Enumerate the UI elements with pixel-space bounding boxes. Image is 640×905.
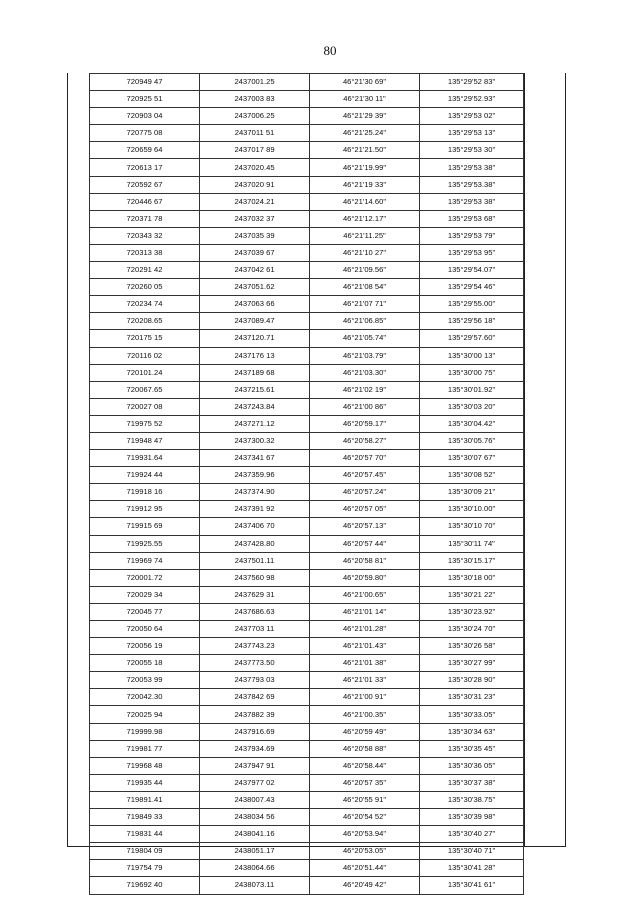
y-coordinate-cell: 2437017 89: [200, 142, 310, 159]
x-coordinate-cell: 719918 16: [90, 484, 200, 501]
table-row: [90, 586, 524, 603]
table-row: [90, 159, 524, 176]
table-row: [90, 296, 524, 313]
x-coordinate-cell: 719999.98: [90, 723, 200, 740]
x-coordinate-cell: 720101.24: [90, 364, 200, 381]
latitude-cell: 46°21'05.74": [310, 330, 420, 347]
x-coordinate-cell: 720042.30: [90, 689, 200, 706]
coordinates-table-body: [90, 74, 524, 895]
table-row: [90, 689, 524, 706]
table-row: [90, 415, 524, 432]
x-coordinate-cell: 720903 04: [90, 108, 200, 125]
latitude-cell: 46°20'55 91": [310, 791, 420, 808]
longitude-cell: 135°30'28 90": [420, 672, 524, 689]
longitude-cell: 135°30'33.05": [420, 706, 524, 723]
longitude-cell: 135°30'40 27": [420, 826, 524, 843]
x-coordinate-cell: 720116 02: [90, 347, 200, 364]
latitude-cell: 46°20'57 05": [310, 501, 420, 518]
latitude-cell: 46°20'57.13": [310, 518, 420, 535]
latitude-cell: 46°21'01 38": [310, 655, 420, 672]
latitude-cell: 46°20'51.44": [310, 860, 420, 877]
y-coordinate-cell: 2438073.11: [200, 877, 310, 894]
table-row: [90, 364, 524, 381]
longitude-cell: 135°29'52 83": [420, 74, 524, 91]
x-coordinate-cell: 720029 34: [90, 586, 200, 603]
y-coordinate-cell: 2437032 37: [200, 210, 310, 227]
longitude-cell: 135°30'07 67": [420, 450, 524, 467]
x-coordinate-cell: 719915 69: [90, 518, 200, 535]
longitude-cell: 135°30'35 45": [420, 740, 524, 757]
latitude-cell: 46°21'14.60": [310, 193, 420, 210]
x-coordinate-cell: 720175 15: [90, 330, 200, 347]
page-number: 80: [323, 43, 337, 58]
table-row: [90, 638, 524, 655]
longitude-cell: 135°29'53.38": [420, 176, 524, 193]
y-coordinate-cell: 2437051.62: [200, 279, 310, 296]
latitude-cell: 46°20'58.44": [310, 757, 420, 774]
table-row: [90, 826, 524, 843]
y-coordinate-cell: 2437063 66: [200, 296, 310, 313]
y-coordinate-cell: 2437243.84: [200, 398, 310, 415]
longitude-cell: 135°30'21 22": [420, 586, 524, 603]
y-coordinate-cell: 2437916.69: [200, 723, 310, 740]
x-coordinate-cell: 719754 79: [90, 860, 200, 877]
longitude-cell: 135°30'34 63": [420, 723, 524, 740]
x-coordinate-cell: 719969 74: [90, 552, 200, 569]
table-row: [90, 518, 524, 535]
table-row: [90, 809, 524, 826]
table-row: [90, 125, 524, 142]
latitude-cell: 46°20'54 52": [310, 809, 420, 826]
y-coordinate-cell: 2437947 91: [200, 757, 310, 774]
table-row: [90, 74, 524, 91]
table-row: [90, 347, 524, 364]
latitude-cell: 46°21'06.85": [310, 313, 420, 330]
y-coordinate-cell: 2438064.66: [200, 860, 310, 877]
y-coordinate-cell: 2437003 83: [200, 91, 310, 108]
x-coordinate-cell: 720949 47: [90, 74, 200, 91]
y-coordinate-cell: 2437341 67: [200, 450, 310, 467]
latitude-cell: 46°21'10 27": [310, 244, 420, 261]
y-coordinate-cell: 2437977 02: [200, 774, 310, 791]
y-coordinate-cell: 2437020.45: [200, 159, 310, 176]
latitude-cell: 46°21'09.56": [310, 262, 420, 279]
longitude-cell: 135°30'09 21": [420, 484, 524, 501]
y-coordinate-cell: 2437686.63: [200, 603, 310, 620]
x-coordinate-cell: 720045 77: [90, 603, 200, 620]
longitude-cell: 135°30'38.75": [420, 791, 524, 808]
x-coordinate-cell: 720659 64: [90, 142, 200, 159]
longitude-cell: 135°30'03 20": [420, 398, 524, 415]
longitude-cell: 135°30'37 38": [420, 774, 524, 791]
latitude-cell: 46°21'03.30": [310, 364, 420, 381]
table-row: [90, 210, 524, 227]
latitude-cell: 46°20'57 70": [310, 450, 420, 467]
longitude-cell: 135°30'00 75": [420, 364, 524, 381]
x-coordinate-cell: 720592 67: [90, 176, 200, 193]
x-coordinate-cell: 719981 77: [90, 740, 200, 757]
table-row: [90, 193, 524, 210]
longitude-cell: 135°30'23.92": [420, 603, 524, 620]
longitude-cell: 135°30'31 23": [420, 689, 524, 706]
latitude-cell: 46°20'57.24": [310, 484, 420, 501]
longitude-cell: 135°30'27 99": [420, 655, 524, 672]
table-row: [90, 535, 524, 552]
longitude-cell: 135°29'56 18": [420, 313, 524, 330]
x-coordinate-cell: 720343 32: [90, 227, 200, 244]
y-coordinate-cell: 2437934.69: [200, 740, 310, 757]
latitude-cell: 46°21'07 71": [310, 296, 420, 313]
y-coordinate-cell: 2437428.80: [200, 535, 310, 552]
y-coordinate-cell: 2437089.47: [200, 313, 310, 330]
latitude-cell: 46°20'59.80": [310, 569, 420, 586]
latitude-cell: 46°20'59 49": [310, 723, 420, 740]
latitude-cell: 46°21'01.28": [310, 621, 420, 638]
x-coordinate-cell: 720053 99: [90, 672, 200, 689]
table-row: [90, 603, 524, 620]
latitude-cell: 46°21'02 19": [310, 381, 420, 398]
longitude-cell: 135°30'26 58": [420, 638, 524, 655]
latitude-cell: 46°21'19 33": [310, 176, 420, 193]
latitude-cell: 46°20'49 42": [310, 877, 420, 894]
x-coordinate-cell: 720055 18: [90, 655, 200, 672]
table-row: [90, 723, 524, 740]
x-coordinate-cell: 719912 95: [90, 501, 200, 518]
y-coordinate-cell: 2437189 68: [200, 364, 310, 381]
x-coordinate-cell: 720050 64: [90, 621, 200, 638]
x-coordinate-cell: 719931.64: [90, 450, 200, 467]
latitude-cell: 46°20'58.27": [310, 432, 420, 449]
longitude-cell: 135°29'53 13": [420, 125, 524, 142]
longitude-cell: 135°30'41 61": [420, 877, 524, 894]
y-coordinate-cell: 2437006.25: [200, 108, 310, 125]
latitude-cell: 46°21'00.65": [310, 586, 420, 603]
coordinate-sheet: [67, 73, 566, 890]
y-coordinate-cell: 2437001.25: [200, 74, 310, 91]
x-coordinate-cell: 720208.65: [90, 313, 200, 330]
y-coordinate-cell: 2437011 51: [200, 125, 310, 142]
latitude-cell: 46°21'19.99": [310, 159, 420, 176]
latitude-cell: 46°21'12.17": [310, 210, 420, 227]
latitude-cell: 46°20'53.05": [310, 843, 420, 860]
longitude-cell: 135°29'55.00": [420, 296, 524, 313]
y-coordinate-cell: 2437020 91: [200, 176, 310, 193]
table-row: [90, 552, 524, 569]
table-row: [90, 757, 524, 774]
longitude-cell: 135°30'00 13": [420, 347, 524, 364]
x-coordinate-cell: 720234 74: [90, 296, 200, 313]
latitude-cell: 46°21'00 86": [310, 398, 420, 415]
longitude-cell: 135°30'15.17": [420, 552, 524, 569]
latitude-cell: 46°21'00.35": [310, 706, 420, 723]
x-coordinate-cell: 719975 52: [90, 415, 200, 432]
y-coordinate-cell: 2437703 11: [200, 621, 310, 638]
latitude-cell: 46°20'58 81": [310, 552, 420, 569]
x-coordinate-cell: 719948 47: [90, 432, 200, 449]
y-coordinate-cell: 2437743.23: [200, 638, 310, 655]
table-row: [90, 398, 524, 415]
y-coordinate-cell: 2437793 03: [200, 672, 310, 689]
table-row: [90, 279, 524, 296]
table-row: [90, 381, 524, 398]
latitude-cell: 46°20'57 44": [310, 535, 420, 552]
latitude-cell: 46°21'25.24": [310, 125, 420, 142]
table-row: [90, 843, 524, 860]
latitude-cell: 46°21'08 54": [310, 279, 420, 296]
longitude-cell: 135°29'53 79": [420, 227, 524, 244]
table-row: [90, 860, 524, 877]
table-row: [90, 227, 524, 244]
coordinates-table: [89, 73, 524, 895]
latitude-cell: 46°21'30 69": [310, 74, 420, 91]
latitude-cell: 46°21'03.79": [310, 347, 420, 364]
table-row: [90, 774, 524, 791]
latitude-cell: 46°21'00 91": [310, 689, 420, 706]
longitude-cell: 135°29'54.07": [420, 262, 524, 279]
longitude-cell: 135°29'53 38": [420, 193, 524, 210]
x-coordinate-cell: 720371 78: [90, 210, 200, 227]
table-row: [90, 244, 524, 261]
latitude-cell: 46°21'29 39": [310, 108, 420, 125]
x-coordinate-cell: 719968 48: [90, 757, 200, 774]
latitude-cell: 46°21'01 14": [310, 603, 420, 620]
longitude-cell: 135°30'40 71": [420, 843, 524, 860]
y-coordinate-cell: 2437215.61: [200, 381, 310, 398]
y-coordinate-cell: 2437024.21: [200, 193, 310, 210]
longitude-cell: 135°30'04.42": [420, 415, 524, 432]
table-row: [90, 791, 524, 808]
latitude-cell: 46°21'01.43": [310, 638, 420, 655]
x-coordinate-cell: 719804 09: [90, 843, 200, 860]
latitude-cell: 46°20'59.17": [310, 415, 420, 432]
table-row: [90, 706, 524, 723]
y-coordinate-cell: 2437300.32: [200, 432, 310, 449]
x-coordinate-cell: 720291 42: [90, 262, 200, 279]
y-coordinate-cell: 2437120.71: [200, 330, 310, 347]
x-coordinate-cell: 719935 44: [90, 774, 200, 791]
y-coordinate-cell: 2438051.17: [200, 843, 310, 860]
latitude-cell: 46°21'30 11": [310, 91, 420, 108]
x-coordinate-cell: 720056 19: [90, 638, 200, 655]
longitude-cell: 135°29'54 46": [420, 279, 524, 296]
longitude-cell: 135°30'24 70": [420, 621, 524, 638]
x-coordinate-cell: 720260 05: [90, 279, 200, 296]
x-coordinate-cell: 720925 51: [90, 91, 200, 108]
latitude-cell: 46°21'01 33": [310, 672, 420, 689]
y-coordinate-cell: 2437391 92: [200, 501, 310, 518]
table-row: [90, 176, 524, 193]
table-row: [90, 569, 524, 586]
y-coordinate-cell: 2437406 70: [200, 518, 310, 535]
x-coordinate-cell: 720001.72: [90, 569, 200, 586]
longitude-cell: 135°29'57.60": [420, 330, 524, 347]
table-row: [90, 484, 524, 501]
longitude-cell: 135°30'10 70": [420, 518, 524, 535]
y-coordinate-cell: 2437271.12: [200, 415, 310, 432]
y-coordinate-cell: 2437374.90: [200, 484, 310, 501]
table-row: [90, 450, 524, 467]
longitude-cell: 135°29'53 68": [420, 210, 524, 227]
table-row: [90, 621, 524, 638]
latitude-cell: 46°21'21.50": [310, 142, 420, 159]
longitude-cell: 135°30'01.92": [420, 381, 524, 398]
latitude-cell: 46°21'11.25": [310, 227, 420, 244]
y-coordinate-cell: 2437560 98: [200, 569, 310, 586]
latitude-cell: 46°20'53.94": [310, 826, 420, 843]
right-column-divider: [524, 73, 525, 846]
longitude-cell: 135°30'10.00": [420, 501, 524, 518]
longitude-cell: 135°30'08 52": [420, 467, 524, 484]
table-row: [90, 108, 524, 125]
y-coordinate-cell: 2437842 69: [200, 689, 310, 706]
table-row: [90, 877, 524, 894]
longitude-cell: 135°30'11 74": [420, 535, 524, 552]
longitude-cell: 135°29'53 95": [420, 244, 524, 261]
y-coordinate-cell: 2437042 61: [200, 262, 310, 279]
table-row: [90, 91, 524, 108]
x-coordinate-cell: 719831 44: [90, 826, 200, 843]
longitude-cell: 135°29'53 38": [420, 159, 524, 176]
y-coordinate-cell: 2437039 67: [200, 244, 310, 261]
latitude-cell: 46°20'58 88": [310, 740, 420, 757]
longitude-cell: 135°29'53 02": [420, 108, 524, 125]
y-coordinate-cell: 2437035 39: [200, 227, 310, 244]
y-coordinate-cell: 2438041.16: [200, 826, 310, 843]
x-coordinate-cell: 719925.55: [90, 535, 200, 552]
table-row: [90, 313, 524, 330]
x-coordinate-cell: 720446 67: [90, 193, 200, 210]
x-coordinate-cell: 719692 40: [90, 877, 200, 894]
y-coordinate-cell: 2437882 39: [200, 706, 310, 723]
table-row: [90, 501, 524, 518]
x-coordinate-cell: 720775 08: [90, 125, 200, 142]
latitude-cell: 46°20'57.45": [310, 467, 420, 484]
x-coordinate-cell: 719849 33: [90, 809, 200, 826]
table-row: [90, 740, 524, 757]
table-row: [90, 262, 524, 279]
x-coordinate-cell: 720067.65: [90, 381, 200, 398]
longitude-cell: 135°29'52.93": [420, 91, 524, 108]
longitude-cell: 135°30'36 05": [420, 757, 524, 774]
x-coordinate-cell: 719891.41: [90, 791, 200, 808]
longitude-cell: 135°30'05.76": [420, 432, 524, 449]
table-row: [90, 467, 524, 484]
table-row: [90, 142, 524, 159]
x-coordinate-cell: 719924 44: [90, 467, 200, 484]
x-coordinate-cell: 720027 08: [90, 398, 200, 415]
y-coordinate-cell: 2437501.11: [200, 552, 310, 569]
y-coordinate-cell: 2438007.43: [200, 791, 310, 808]
table-row: [90, 672, 524, 689]
y-coordinate-cell: 2437176 13: [200, 347, 310, 364]
table-row: [90, 330, 524, 347]
latitude-cell: 46°20'57 35": [310, 774, 420, 791]
y-coordinate-cell: 2438034 56: [200, 809, 310, 826]
longitude-cell: 135°30'39 98": [420, 809, 524, 826]
longitude-cell: 135°30'18 00": [420, 569, 524, 586]
y-coordinate-cell: 2437359.96: [200, 467, 310, 484]
y-coordinate-cell: 2437773.50: [200, 655, 310, 672]
y-coordinate-cell: 2437629 31: [200, 586, 310, 603]
table-row: [90, 432, 524, 449]
longitude-cell: 135°30'41 28": [420, 860, 524, 877]
longitude-cell: 135°29'53 30": [420, 142, 524, 159]
x-coordinate-cell: 720613 17: [90, 159, 200, 176]
table-row: [90, 655, 524, 672]
x-coordinate-cell: 720313 38: [90, 244, 200, 261]
x-coordinate-cell: 720025 94: [90, 706, 200, 723]
